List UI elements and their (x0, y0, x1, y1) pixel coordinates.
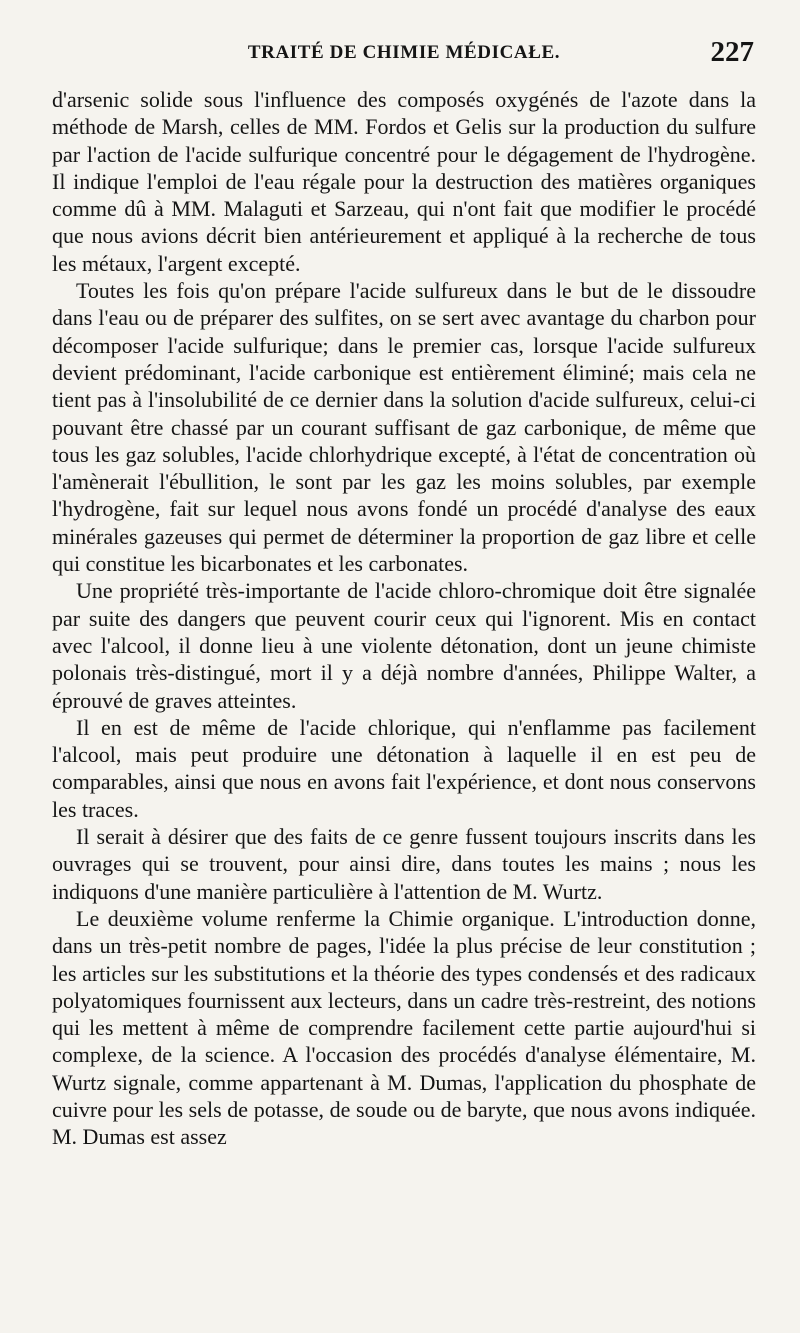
paragraph-chlorique: Il en est de même de l'acide chlorique, qui n'enflamme pas facilement l'alcool, mais peut produire une détonation à laquelle il en est peu de comparables, ainsi que nous en avons fait l'expérience, et dont nous conservons les traces. (52, 714, 756, 822)
paragraph-faits: Il serait à désirer que des faits de ce genre fussent toujours inscrits dans les ouvrages qui se trouvent, pour ainsi dire, dans toutes les mains ; nous les indiquons d'une manière particulière à l'attention de M. Wurtz. (52, 824, 756, 904)
body-text (52, 86, 756, 1151)
running-title: TRAITÉ DE CHIMIE MÉDICAŁE. (247, 42, 561, 63)
paragraph-sulfureux: Toutes les fois qu'on prépare l'acide sulfureux dans le but de le dissoudre dans l'eau ou de préparer des sulfites, on se sert avec avantage du charbon pour décomposer l'acide sulfurique; dans le premier cas, lorsque l'acide sulfureux devient prédominant, l'acide carbonique est entièrement éliminé; mais cela ne tient pas à l'insolubilité de ce dernier dans la solution d'acide sulfureux, celui-ci pouvant être chassé par un courant suffisant de gaz carbonique, de même que tous les gaz solubles, l'acide chlorhydrique excepté, à l'état de concentration où l'amènerait l'ébullition, le sont par les gaz les moins solubles, par exemple l'hydrogène, fait sur lequel nous avons fondé un procédé d'analyse des eaux minérales gazeuses qui permet de déterminer la proportion de gaz libre et celle qui constitue les bicarbonates et les carbonates. (52, 278, 756, 577)
paragraph-deuxieme-volume: Le deuxième volume renferme la Chimie organique. L'introduction donne, dans un très-petit nombre de pages, l'idée la plus précise de leur constitution ; les articles sur les substitutions et la théorie des types condensés et des radicaux polyatomiques fournissent aux lecteurs, dans un cadre très-restreint, des notions qui les mettent à même de comprendre facilement cette partie aujourd'hui si complexe, de la science. A l'occasion des procédés d'analyse élémentaire, M. Wurtz signale, comme appartenant à M. Dumas, l'application du phosphate de cuivre pour les sels de potasse, de soude ou de baryte, que nous avons indiquée. M. Dumas est assez (52, 905, 756, 1150)
page-number: 227 (710, 36, 754, 68)
paragraph-continuation: d'arsenic solide sous l'influence des composés oxygénés de l'azote dans la méthode de Marsh, celles de MM. Fordos et Gelis sur la production du sulfure par l'action de l'acide sulfurique concentré pour le dégagement de l'hydrogène. Il indique l'emploi de l'eau régale pour la destruction des matières organiques comme dû à MM. Malaguti et Sarzeau, qui n'ont fait que modifier le procédé que nous avions décrit bien antérieurement et appliqué à la recherche de tous les métaux, l'argent excepté. (52, 87, 756, 276)
page-header (52, 36, 756, 80)
paragraph-chloro-chromique: Une propriété très-importante de l'acide chloro-chromique doit être signalée par suite des dangers que peuvent courir ceux qui l'ignorent. Mis en contact avec l'alcool, il donne lieu à une violente détonation, dont un jeune chimiste polonais très-distingué, mort il y a déjà nombre d'années, Philippe Walter, a éprouvé de graves atteintes. (52, 578, 756, 713)
